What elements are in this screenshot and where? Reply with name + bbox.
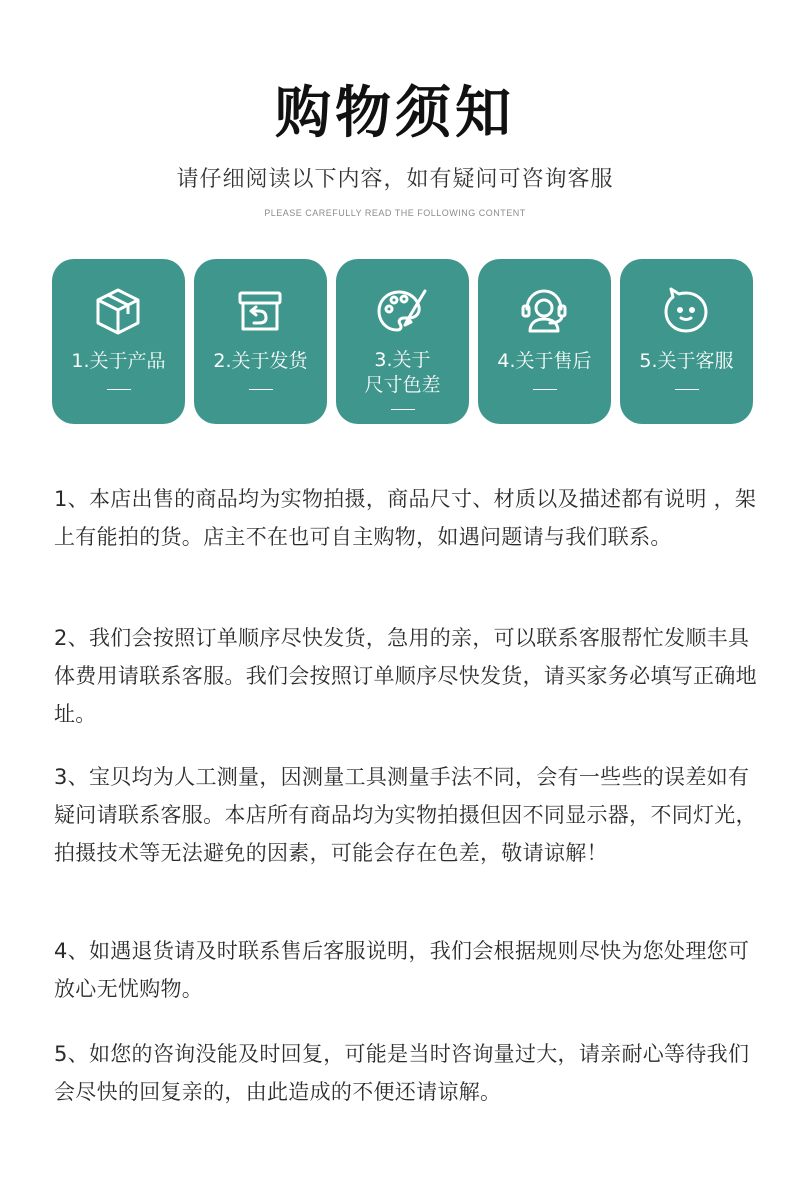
box-icon xyxy=(92,285,144,337)
card-about-shipping[interactable] xyxy=(194,259,327,424)
english-subtitle: PLEASE CAREFULLY READ THE FOLLOWING CONTENT xyxy=(264,208,526,218)
card-label: 5.关于客服 xyxy=(639,350,734,372)
category-cards xyxy=(52,259,754,424)
divider xyxy=(107,389,131,390)
card-label-line2: 尺寸色差 xyxy=(364,374,441,396)
card-about-service[interactable] xyxy=(620,259,753,424)
notice-paragraph-5: 5、如您的咨询没能及时回复，可能是当时咨询量过大，请亲耐心等待我们会尽快的回复亲的，由此造成的不便还请谅解。 xyxy=(54,1042,750,1104)
chat-face-icon xyxy=(660,285,712,337)
notice-paragraph-2: 2、我们会按照订单顺序尽快发货，急用的亲，可以联系客服帮忙发顺丰具体费用请联系客服。我们会按照订单顺序尽快发货，请买家务必填写正确地址。 xyxy=(54,626,757,726)
divider xyxy=(391,409,415,410)
notice-paragraph-3: 3、宝贝均为人工测量，因测量工具测量手法不同，会有一些些的误差如有疑问请联系客服。本店所有商品均为实物拍摄但因不同显示器，不同灯光，拍摄技术等无法避免的因素，可能会存在色差，敬请谅解！ xyxy=(54,765,757,865)
divider xyxy=(533,389,557,390)
card-label: 1.关于产品 xyxy=(71,350,166,372)
card-label: 2.关于发货 xyxy=(213,350,308,372)
return-box-icon xyxy=(234,285,286,337)
notice-paragraph-4: 4、如遇退货请及时联系售后客服说明，我们会根据规则尽快为您处理您可放心无忧购物。 xyxy=(54,939,750,1001)
card-about-product[interactable] xyxy=(52,259,185,424)
page-title: 购物须知 xyxy=(275,81,515,146)
page-subtitle: 请仔细阅读以下内容，如有疑问可咨询客服 xyxy=(176,167,614,192)
card-label: 4.关于售后 xyxy=(497,350,592,372)
divider xyxy=(675,389,699,390)
palette-icon xyxy=(370,285,432,337)
card-about-size-color[interactable] xyxy=(336,259,469,424)
headset-agent-icon xyxy=(518,285,570,337)
divider xyxy=(249,389,273,390)
card-label-line1: 3.关于 xyxy=(374,349,431,371)
notice-paragraph-1: 1、本店出售的商品均为实物拍摄，商品尺寸、材质以及描述都有说明 ，架上有能拍的货。店主不在也可自主购物，如遇问题请与我们联系。 xyxy=(54,487,757,549)
card-after-sales[interactable] xyxy=(478,259,611,424)
